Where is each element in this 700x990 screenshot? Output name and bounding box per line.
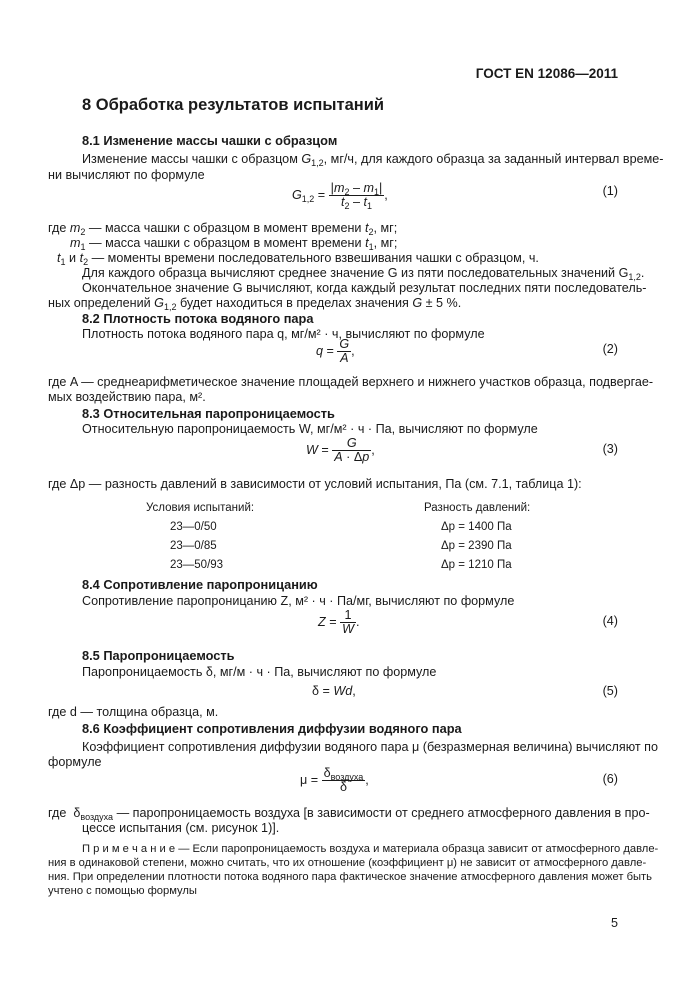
note-line: ния. При определении плотности потока водяного пара фактическое значение атмосферного давления может быть [48, 871, 652, 883]
note-line: ния в одинаковой степени, можно считать, что их отношение (коэффициент μ) не зависит от атмосферного давле- [48, 857, 647, 869]
paragraph-8-1-intro: Изменение массы чашки с образцом $G_{1,2}$, мг/ч, для каждого образца за заданный интервал време- [82, 152, 664, 168]
table-header-conditions: Условия испытаний: [146, 502, 255, 514]
where-delta-air: где $\delta_{воздуха}$ — паропроницаемость воздуха [в зависимости от среднего атмосферного давления в про- [48, 806, 650, 822]
where-m1: $m_1$ — масса чашки с образцом в момент времени $t_1$, мг; [70, 236, 398, 252]
formula-5: δ = Wd, [312, 684, 356, 698]
where-delta-air-line2: цессе испытания (см. рисунок 1)]. [82, 821, 280, 835]
table-cell-pressure: Δp = 1400 Па [441, 521, 512, 533]
where-a: где A — среднеарифметическое значение площадей верхнего и нижнего участков образца, подвергае- [48, 375, 654, 389]
table-cell-condition: 23—50/93 [170, 559, 224, 571]
table-header-pressure: Разность давлений: [424, 502, 531, 514]
equation-number-3: (3) [602, 442, 618, 456]
paragraph-8-1-average: Для каждого образца вычисляют среднее значение G из пяти последовательных значений $G_{1,2}$. [82, 266, 645, 282]
subsection-title-8-5: 8.5 Паропроницаемость [82, 648, 235, 663]
equation-number-2: (2) [602, 342, 618, 356]
note-line: П р и м е ч а н и е — Если паропроницаемость воздуха и материала образца зависит от атмосферного давле- [82, 843, 659, 855]
where-m2: где $m_2$ — масса чашки с образцом в момент времени $t_2$, мг; [48, 221, 398, 237]
note-line: учтено с помощью формулы [48, 885, 197, 897]
paragraph-8-6-intro: Коэффициент сопротивления диффузии водяного пара μ (безразмерная величина) вычисляют по [82, 740, 658, 754]
where-delta-p: где Δp — разность давлений в зависимости от условий испытания, Па (см. 7.1, таблица 1): [48, 477, 582, 491]
table-cell-condition: 23—0/50 [170, 521, 217, 533]
paragraph-8-1-final: Окончательное значение G вычисляют, когда каждый результат последних пяти последователь- [82, 281, 647, 295]
subsection-title-8-1: 8.1 Изменение массы чашки с образцом [82, 133, 338, 148]
equation-number-1: (1) [602, 184, 618, 198]
section-title: 8 Обработка результатов испытаний [82, 96, 384, 114]
paragraph-8-5-intro: Паропроницаемость δ, мг/м · ч · Па, вычисляют по формуле [82, 665, 437, 679]
subsection-title-8-2: 8.2 Плотность потока водяного пара [82, 311, 314, 326]
subsection-title-8-4: 8.4 Сопротивление паропроницанию [82, 577, 318, 592]
where-a-line2: мых воздействию пара, м². [48, 390, 206, 404]
equation-number-4: (4) [602, 614, 618, 628]
paragraph-8-2-intro: Плотность потока водяного пара q, мг/м² · ч, вычисляют по формуле [82, 327, 485, 341]
paragraph-8-4-intro: Сопротивление паропроницанию Z, м² · ч · Па/мг, вычисляют по формуле [82, 594, 515, 608]
paragraph-8-1-intro-line2: ни вычисляют по формуле [48, 168, 205, 182]
table-cell-pressure: Δp = 2390 Па [441, 540, 512, 552]
formula-2: q = $\frac{G}{A}$ , [316, 337, 355, 365]
document-header: ГОСТ EN 12086—2011 [475, 66, 618, 81]
formula-4: Z = $\frac{1}{W}$ . [318, 608, 360, 636]
paragraph-8-1-final-line2: ных определений $G_{1,2}$ будет находиться в пределах значения G ± 5 %. [48, 296, 462, 312]
formula-1: $G_{1,2}$ = $\frac{|m_2 - m_1|}{t_2 - t_1}$ , [292, 181, 388, 211]
table-cell-condition: 23—0/85 [170, 540, 217, 552]
paragraph-8-3-intro: Относительную паропроницаемость W, мг/м² · ч · Па, вычисляют по формуле [82, 422, 538, 436]
equation-number-6: (6) [602, 772, 618, 786]
page-number: 5 [610, 916, 618, 930]
paragraph-8-6-intro-line2: формуле [48, 755, 102, 769]
equation-number-5: (5) [602, 684, 618, 698]
subsection-title-8-3: 8.3 Относительная паропроницаемость [82, 406, 335, 421]
formula-3: W = $\frac{G}{A \cdot \Delta p}$ , [306, 436, 375, 464]
formula-6: μ = $\frac{\delta_{воздуха}}{\delta}$ , [300, 766, 369, 794]
table-cell-pressure: Δp = 1210 Па [441, 559, 512, 571]
where-d: где d — толщина образца, м. [48, 705, 219, 719]
where-t: $t_1$ и $t_2$ — моменты времени последовательного взвешивания чашки с образцом, ч. [57, 251, 539, 267]
subsection-title-8-6: 8.6 Коэффициент сопротивления диффузии водяного пара [82, 721, 462, 736]
